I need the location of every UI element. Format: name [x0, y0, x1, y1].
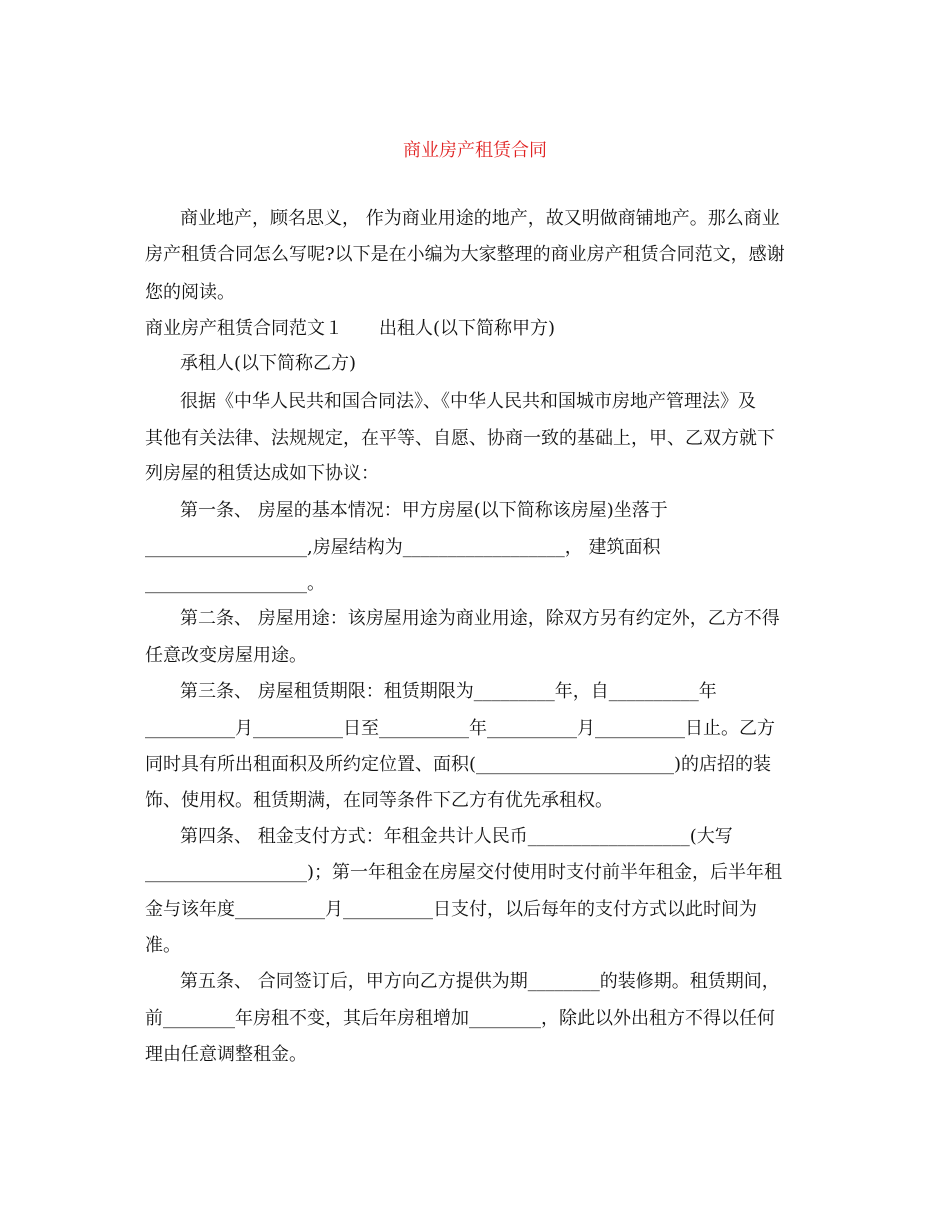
paragraph-line: 其他有关法律、法规规定，在平等、自愿、协商一致的基础上，甲、乙双方就下: [145, 428, 775, 449]
paragraph-line: 理由任意调整租金。: [145, 1044, 307, 1065]
paragraph-line: 第一条、 房屋的基本情况：甲方房屋(以下简称该房屋)坐落于: [180, 500, 668, 521]
paragraph-line: 同时具有所出租面积及所约定位置、面积(______________________)的店招的装: [145, 754, 772, 775]
paragraph-line: 饰、使用权。租赁期满，在同等条件下乙方有优先承租权。: [145, 790, 613, 811]
paragraph-line: 很据《中华人民共和国合同法》、《中华人民共和国城市房地产管理法》及: [180, 391, 756, 412]
paragraph-line: __________________,房屋结构为__________________， 建筑面积: [145, 537, 661, 558]
paragraph-line: 您的阅读。: [145, 282, 235, 303]
paragraph-line: 前________年房租不变，其后年房租增加________，除此以外出租方不得以任何: [145, 1008, 775, 1029]
paragraph-line: 第三条、 房屋租赁期限：租赁期限为_________年，自__________年: [180, 681, 717, 702]
paragraph-line: 房产租赁合同怎么写呢?以下是在小编为大家整理的商业房产租赁合同范文，感谢: [145, 244, 785, 265]
paragraph-line: __________月__________日至__________年__________月__________日止。乙方: [145, 718, 775, 739]
paragraph-line: 第五条、 合同签订后，甲方向乙方提供为期________的装修期。租赁期间，: [180, 971, 780, 992]
paragraph-line: 商业地产，顾名思义， 作为商业用途的地产，故又明做商铺地产。那么商业: [180, 208, 780, 229]
paragraph-line: __________________。: [145, 573, 325, 594]
paragraph-line: 准。: [145, 935, 181, 956]
paragraph-line: __________________)；第一年租金在房屋交付使用时支付前半年租金，后半年租: [145, 862, 783, 883]
paragraph-line: 列房屋的租赁达成如下协议：: [145, 463, 379, 484]
paragraph-line: 商业房产租赁合同范文１ 出租人(以下简称甲方): [145, 318, 556, 339]
paragraph-line: 第四条、 租金支付方式：年租金共计人民币__________________(大写: [180, 826, 733, 847]
document-title: 商业房产租赁合同: [403, 140, 547, 161]
paragraph-line: 第二条、 房屋用途：该房屋用途为商业用途，除双方另有约定外，乙方不得: [180, 608, 780, 629]
paragraph-line: 承租人(以下简称乙方): [180, 353, 357, 374]
paragraph-line: 任意改变房屋用途。: [145, 645, 307, 666]
paragraph-line: 金与该年度__________月__________日支付，以后每年的支付方式以此时间为: [145, 899, 757, 920]
